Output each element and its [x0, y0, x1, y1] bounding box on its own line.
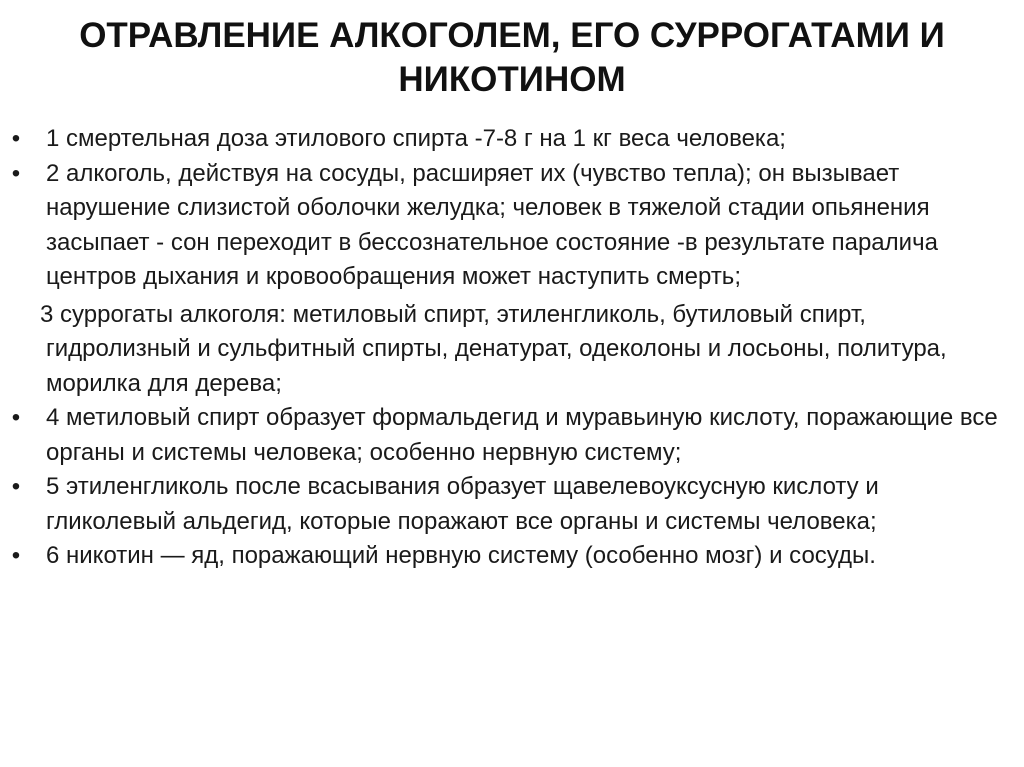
title-line-1: ОТРАВЛЕНИЕ АЛКОГОЛЕМ, ЕГО СУРРОГАТАМИ И — [79, 16, 945, 55]
bullet-icon: • — [11, 159, 21, 187]
slide-title — [0, 14, 1024, 102]
list-item — [0, 122, 1024, 157]
list-item-text: 2 алкоголь, действуя на сосуды, расширяет их (чувство тепла); он вызывает нарушение слизистой оболочки желудка; человек в тяжелой стадии опьянения засыпает - сон переходит в бессознательное состояние -в результате паралича центров дыхания и кровообращения может наступить смерть; — [46, 159, 938, 290]
list-item — [0, 470, 1024, 539]
list-item — [0, 298, 1024, 402]
bullet-list — [0, 122, 1024, 574]
bullet-icon: • — [11, 542, 21, 569]
list-item — [0, 157, 1024, 295]
list-item-text: 1 смертельная доза этилового спирта -7-8 г на 1 кг веса человека; — [46, 125, 786, 152]
bullet-icon: • — [11, 125, 21, 152]
list-item-text: 3 суррогаты алкоголя: метиловый спирт, этиленгликоль, бутиловый спирт, гидролизный и сульфитный спирты, денатурат, одеколоны и лосьоны, политура, морилка для дерева; — [40, 300, 947, 397]
list-item — [0, 401, 1024, 470]
title-line-2: НИКОТИНОМ — [398, 60, 626, 99]
list-item-text: 6 никотин — яд, поражающий нервную систему (особенно мозг) и сосуды. — [46, 542, 876, 569]
bullet-icon: • — [11, 404, 21, 431]
list-item — [0, 539, 1024, 574]
list-item-text: 5 этиленгликоль после всасывания образует щавелевоуксусную кислоту и гликолевый альдегид, которые поражают все органы и системы человека; — [46, 473, 879, 535]
bullet-icon: • — [11, 473, 21, 500]
list-item-text: 4 метиловый спирт образует формальдегид и муравьиную кислоту, поражающие все органы и системы человека; особенно нервную систему; — [46, 404, 998, 466]
